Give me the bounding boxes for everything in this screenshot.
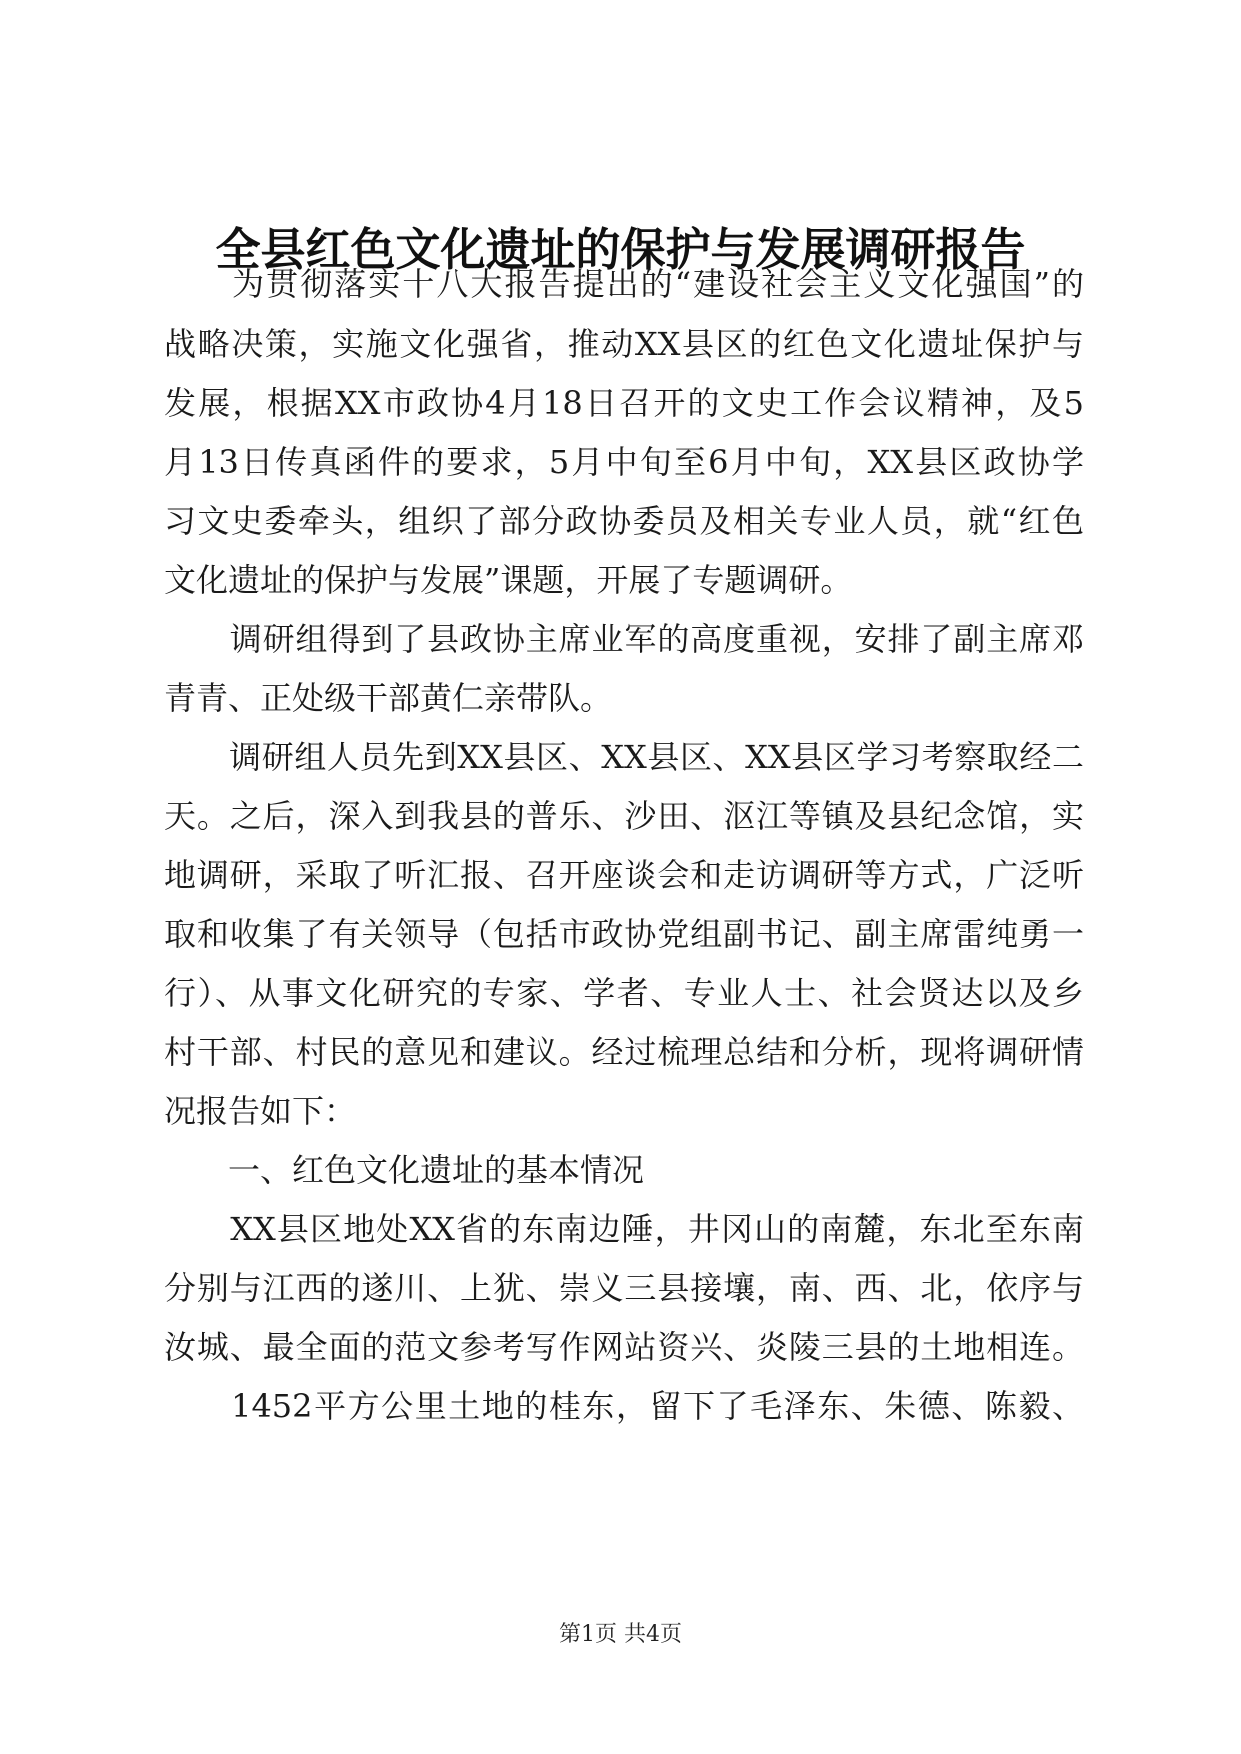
paragraph-line: 地调研，采取了听汇报、召开座谈会和走访调研等方式，广泛听 xyxy=(164,856,1084,894)
paragraph-line: 村干部、村民的意见和建议。经过梳理总结和分析，现将调研情 xyxy=(164,1033,1084,1071)
paragraph-line: 战略决策，实施文化强省，推动XX县区的红色文化遗址保护与 xyxy=(164,325,1084,363)
paragraph-line: XX县区地处XX省的东南边陲，井冈山的南麓，东北至东南 xyxy=(164,1210,1084,1248)
paragraph-line: 汝城、最全面的范文参考写作网站资兴、炎陵三县的土地相连。 xyxy=(164,1328,1084,1366)
paragraph-line: 况报告如下： xyxy=(164,1092,357,1130)
paragraph-line: 1452平方公里土地的桂东，留下了毛泽东、朱德、陈毅、 xyxy=(164,1387,1084,1425)
paragraph-line: 月13日传真函件的要求，5月中旬至6月中旬，XX县区政协学 xyxy=(164,443,1084,481)
paragraph-line: 青青、正处级干部黄仁亲带队。 xyxy=(164,679,613,717)
section-heading: 一、红色文化遗址的基本情况 xyxy=(164,1151,645,1189)
paragraph-line: 取和收集了有关领导（包括市政协党组副书记、副主席雷纯勇一 xyxy=(164,915,1084,953)
document-title: 全县红色文化遗址的保护与发展调研报告 xyxy=(215,223,1026,276)
paragraph-line: 调研组得到了县政协主席业军的高度重视，安排了副主席邓 xyxy=(164,620,1084,658)
paragraph-line: 分别与江西的遂川、上犹、崇义三县接壤，南、西、北，依序与 xyxy=(164,1269,1084,1307)
paragraph-line: 行）、从事文化研究的专家、学者、专业人士、社会贤达以及乡 xyxy=(164,974,1084,1012)
paragraph-line: 为贯彻落实十八大报告提出的“建设社会主义文化强国”的 xyxy=(164,265,1084,303)
paragraph-line: 调研组人员先到XX县区、XX县区、XX县区学习考察取经二 xyxy=(164,738,1084,776)
paragraph-line: 发展，根据XX市政协4月18日召开的文史工作会议精神，及5 xyxy=(164,384,1084,422)
paragraph-line: 天。之后，深入到我县的普乐、沙田、沤江等镇及县纪念馆，实 xyxy=(164,797,1084,835)
page-number: 第1页 共4页 xyxy=(559,1622,682,1647)
paragraph-line: 习文史委牵头，组织了部分政协委员及相关专业人员，就“红色 xyxy=(164,502,1084,540)
paragraph-line: 文化遗址的保护与发展”课题，开展了专题调研。 xyxy=(164,561,853,599)
